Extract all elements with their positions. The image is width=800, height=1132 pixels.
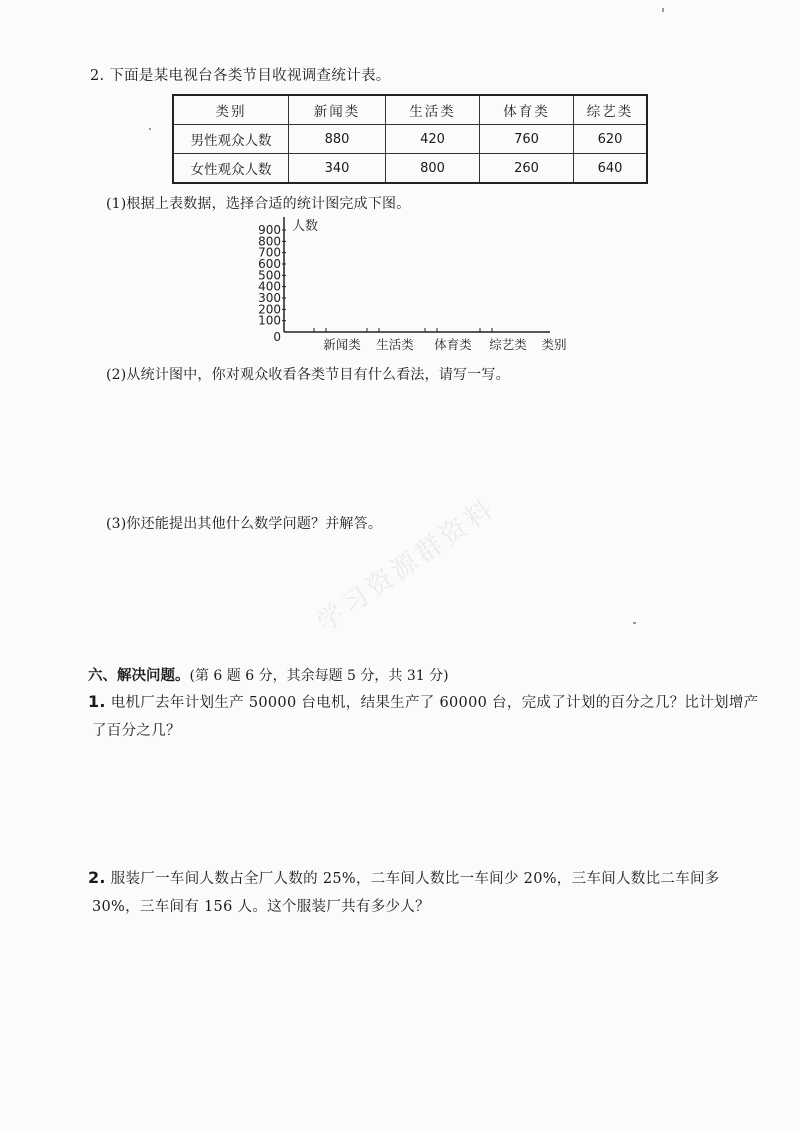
- scan-speck: [633, 622, 636, 624]
- sub-question-2: (2)从统计图中，你对观众收看各类节目有什么看法，请写一写。: [106, 367, 510, 383]
- y-tick-label: 600: [258, 257, 281, 271]
- scan-speck: [662, 8, 664, 12]
- problem-2-line-1: [88, 867, 720, 888]
- y-axis-label: 人数: [292, 219, 319, 234]
- table-cell: 340: [289, 154, 386, 184]
- blank-bar-chart: [220, 212, 580, 362]
- question-2-title: 2. 下面是某电视台各类节目收视调查统计表。: [90, 68, 391, 84]
- problem-number: 1.: [88, 692, 106, 711]
- table-cell: 640: [574, 154, 648, 184]
- y-tick-label: 400: [258, 279, 281, 294]
- table-row: [173, 125, 647, 154]
- y-tick-label: 0: [273, 330, 281, 344]
- problem-number: 2.: [88, 868, 106, 887]
- table-cell: 800: [386, 154, 480, 184]
- y-tick-label: 900: [258, 223, 281, 237]
- scan-speck: [149, 128, 151, 130]
- problem-1-line-1: [88, 691, 758, 712]
- y-tick-label: 100: [258, 313, 281, 328]
- y-tick-label: 800: [258, 234, 281, 249]
- sub-question-1: (1)根据上表数据，选择合适的统计图完成下图。: [106, 196, 411, 212]
- table-header-row: [173, 95, 647, 125]
- problem-text: 服装厂一车间人数占全厂人数的 25%，二车间人数比一车间少 20%，三车间人数比二车间多: [110, 871, 720, 887]
- problem-1-line-2: 了百分之几？: [92, 723, 181, 739]
- x-category-label: 新闻类: [323, 337, 361, 352]
- y-tick-label: 200: [258, 302, 281, 317]
- section-score-note: (第 6 题 6 分，其余每题 5 分，共 31 分): [189, 668, 449, 684]
- table-header-cell: 体育类: [480, 95, 574, 125]
- table-cell: 760: [480, 125, 574, 154]
- x-category-label: 生活类: [376, 337, 414, 352]
- section-6-heading: [88, 664, 449, 685]
- problem-text: 电机厂去年计划生产 50000 台电机，结果生产了 60000 台，完成了计划的百分之几？比计划增产: [110, 695, 759, 711]
- row-label: 女性观众人数: [173, 154, 289, 184]
- watermark: 学习资源群资料: [311, 493, 502, 639]
- viewership-table: [172, 94, 648, 184]
- table-cell: 420: [386, 125, 480, 154]
- table-header-cell: 综艺类: [574, 95, 648, 125]
- table-header-cell: 生活类: [386, 95, 480, 125]
- y-tick-label: 300: [258, 291, 281, 305]
- x-category-label: 综艺类: [489, 337, 527, 352]
- table-cell: 880: [289, 125, 386, 154]
- sub-question-3: (3)你还能提出其他什么数学问题？并解答。: [106, 516, 383, 532]
- table-row: [173, 154, 647, 184]
- table-header-cell: 类别: [173, 95, 289, 125]
- x-category-label: 体育类: [434, 337, 472, 352]
- x-axis-label: 类别: [541, 337, 567, 352]
- table-cell: 620: [574, 125, 648, 154]
- y-tick-label: 500: [258, 268, 281, 283]
- table-cell: 260: [480, 154, 574, 184]
- problem-2-line-2: 30%，三车间有 156 人。这个服装厂共有多少人？: [92, 899, 430, 915]
- table-header-cell: 新闻类: [289, 95, 386, 125]
- row-label: 男性观众人数: [173, 125, 289, 154]
- section-title: 六、解决问题。: [88, 667, 190, 684]
- y-tick-label: 700: [258, 245, 281, 260]
